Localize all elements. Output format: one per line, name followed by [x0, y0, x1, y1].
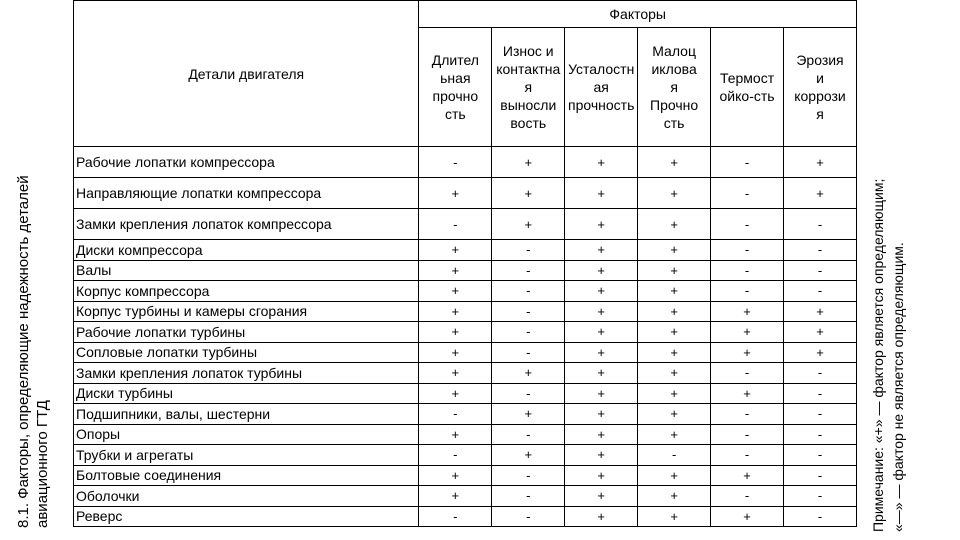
- factor-value-cell: -: [419, 445, 492, 466]
- factor-header-5: [711, 28, 784, 147]
- part-name-cell: Направляющие лопатки компрессора: [74, 178, 419, 209]
- factor-header-line: я: [670, 79, 678, 95]
- part-name-cell: Реверс: [74, 506, 419, 527]
- factor-value-cell: +: [638, 342, 711, 363]
- factor-value-cell: +: [565, 301, 638, 322]
- table-note: [868, 62, 908, 532]
- factor-value-cell: +: [492, 209, 565, 240]
- factor-value-cell: +: [565, 322, 638, 343]
- factor-value-cell: +: [638, 260, 711, 281]
- table-row: [74, 209, 857, 240]
- table-row: [74, 281, 857, 302]
- table-row: [74, 445, 857, 466]
- factor-header-line: Прочно: [650, 97, 699, 113]
- factor-value-cell: +: [419, 281, 492, 302]
- factors-group-header: Факторы: [419, 1, 857, 28]
- factor-value-cell: -: [419, 147, 492, 178]
- factor-value-cell: -: [492, 342, 565, 363]
- part-name-cell: Диски компрессора: [74, 240, 419, 261]
- factors-table: [73, 0, 857, 527]
- factor-value-cell: -: [492, 424, 565, 445]
- factor-value-cell: +: [492, 363, 565, 384]
- factor-value-cell: +: [711, 383, 784, 404]
- factor-header-line: Усталостн: [568, 61, 635, 77]
- note-line-2: «—» — фактор не является определяющим.: [890, 242, 906, 532]
- part-name-cell: Подшипники, валы, шестерни: [74, 404, 419, 425]
- factor-value-cell: +: [638, 424, 711, 445]
- factor-value-cell: +: [711, 506, 784, 527]
- part-name-cell: Трубки и агрегаты: [74, 445, 419, 466]
- factor-value-cell: -: [711, 363, 784, 384]
- part-name-cell: Валы: [74, 260, 419, 281]
- factor-value-cell: +: [419, 322, 492, 343]
- factor-value-cell: -: [711, 445, 784, 466]
- factor-header-line: коррози: [794, 88, 846, 104]
- factor-value-cell: -: [492, 506, 565, 527]
- factor-value-cell: -: [711, 147, 784, 178]
- part-name-cell: Замки крепления лопаток компрессора: [74, 209, 419, 240]
- factor-value-cell: +: [419, 240, 492, 261]
- factor-value-cell: -: [711, 240, 784, 261]
- factor-value-cell: -: [711, 404, 784, 425]
- factor-value-cell: +: [784, 147, 857, 178]
- factor-header-line: Термост: [719, 70, 775, 86]
- factor-header-line: и: [816, 70, 824, 86]
- note-line-1: Примечание: «+» — фактор является определяющим;: [870, 178, 886, 532]
- caption-line-1: 8.1. Факторы, определяющие надежность деталей: [15, 175, 32, 528]
- factor-value-cell: -: [492, 281, 565, 302]
- factor-value-cell: +: [784, 342, 857, 363]
- factor-value-cell: -: [638, 445, 711, 466]
- factor-header-line: иклова: [651, 61, 697, 77]
- factor-value-cell: -: [784, 424, 857, 445]
- table-row: [74, 342, 857, 363]
- caption-line-2: авиационного ГТД: [34, 400, 51, 528]
- factor-value-cell: +: [711, 465, 784, 486]
- factor-value-cell: +: [492, 178, 565, 209]
- factor-value-cell: +: [565, 209, 638, 240]
- detail-column-header: Детали двигателя: [74, 1, 419, 147]
- factor-value-cell: -: [784, 404, 857, 425]
- factor-value-cell: +: [638, 209, 711, 240]
- factor-header-line: сть: [663, 115, 685, 131]
- factor-value-cell: +: [419, 363, 492, 384]
- factor-value-cell: +: [784, 178, 857, 209]
- factor-value-cell: +: [784, 322, 857, 343]
- factor-value-cell: -: [419, 404, 492, 425]
- part-name-cell: Болтовые соединения: [74, 465, 419, 486]
- factor-header-6: [784, 28, 857, 147]
- factor-value-cell: +: [565, 240, 638, 261]
- factor-value-cell: -: [492, 301, 565, 322]
- factor-value-cell: +: [711, 301, 784, 322]
- part-name-cell: Корпус турбины и камеры сгорания: [74, 301, 419, 322]
- factor-value-cell: -: [492, 486, 565, 507]
- factor-value-cell: +: [565, 445, 638, 466]
- table-row: [74, 147, 857, 178]
- part-name-cell: Диски турбины: [74, 383, 419, 404]
- factor-value-cell: -: [711, 486, 784, 507]
- factor-value-cell: +: [638, 506, 711, 527]
- factor-value-cell: +: [565, 404, 638, 425]
- factor-value-cell: +: [638, 281, 711, 302]
- factor-header-line: Эрозия: [796, 52, 844, 68]
- factor-value-cell: +: [565, 281, 638, 302]
- factor-value-cell: -: [492, 322, 565, 343]
- factor-value-cell: -: [784, 506, 857, 527]
- factor-value-cell: +: [565, 147, 638, 178]
- factor-header-line: Длител: [431, 52, 479, 68]
- factor-value-cell: +: [419, 465, 492, 486]
- factor-header-line: прочно: [432, 88, 479, 104]
- factor-value-cell: +: [492, 445, 565, 466]
- factor-value-cell: +: [638, 240, 711, 261]
- factor-value-cell: -: [784, 383, 857, 404]
- factor-value-cell: +: [565, 342, 638, 363]
- factor-value-cell: +: [638, 322, 711, 343]
- factor-value-cell: -: [784, 209, 857, 240]
- factor-header-4: [638, 28, 711, 147]
- factor-header-line: ая: [593, 79, 609, 95]
- factor-header-line: вость: [510, 115, 547, 131]
- factor-header-line: Малоц: [652, 43, 696, 59]
- factor-value-cell: +: [419, 486, 492, 507]
- factor-value-cell: +: [565, 424, 638, 445]
- factor-value-cell: -: [784, 445, 857, 466]
- factor-value-cell: +: [565, 486, 638, 507]
- factor-value-cell: +: [565, 383, 638, 404]
- table-row: [74, 404, 857, 425]
- factor-value-cell: +: [565, 260, 638, 281]
- table-row: [74, 322, 857, 343]
- factor-value-cell: +: [638, 404, 711, 425]
- factor-header-line: контактна: [496, 61, 561, 77]
- factor-value-cell: +: [784, 301, 857, 322]
- factor-value-cell: +: [419, 424, 492, 445]
- factor-value-cell: +: [419, 342, 492, 363]
- factor-value-cell: +: [419, 178, 492, 209]
- factor-value-cell: +: [638, 301, 711, 322]
- factor-value-cell: +: [565, 465, 638, 486]
- factor-value-cell: +: [492, 404, 565, 425]
- factor-value-cell: +: [638, 486, 711, 507]
- part-name-cell: Замки крепления лопаток турбины: [74, 363, 419, 384]
- factor-value-cell: -: [492, 383, 565, 404]
- factor-value-cell: +: [492, 147, 565, 178]
- table-row: [74, 301, 857, 322]
- part-name-cell: Опоры: [74, 424, 419, 445]
- table-row: [74, 486, 857, 507]
- factor-value-cell: -: [711, 260, 784, 281]
- factor-value-cell: -: [419, 209, 492, 240]
- factor-header-line: я: [524, 79, 533, 95]
- table-caption: [14, 58, 52, 528]
- factor-value-cell: -: [492, 240, 565, 261]
- factor-value-cell: +: [638, 147, 711, 178]
- table-row: [74, 506, 857, 527]
- factor-value-cell: +: [419, 301, 492, 322]
- factor-value-cell: -: [492, 465, 565, 486]
- factor-value-cell: -: [711, 178, 784, 209]
- table-row: [74, 465, 857, 486]
- table-row: [74, 240, 857, 261]
- factor-header-line: выносли: [500, 97, 557, 113]
- part-name-cell: Рабочие лопатки турбины: [74, 322, 419, 343]
- table-row: [74, 383, 857, 404]
- factor-value-cell: +: [711, 322, 784, 343]
- factor-value-cell: +: [565, 363, 638, 384]
- factor-header-line: прочность: [568, 97, 635, 113]
- part-name-cell: Сопловые лопатки турбины: [74, 342, 419, 363]
- factor-header-2: [492, 28, 565, 147]
- factor-value-cell: -: [711, 281, 784, 302]
- factor-value-cell: +: [565, 178, 638, 209]
- factor-header-line: Износ и: [502, 43, 554, 59]
- factor-value-cell: +: [565, 506, 638, 527]
- factor-value-cell: +: [638, 363, 711, 384]
- factor-header-line: ойко-сть: [719, 88, 775, 104]
- factor-header-line: ьная: [440, 70, 471, 86]
- part-name-cell: Оболочки: [74, 486, 419, 507]
- factor-value-cell: -: [784, 465, 857, 486]
- table-row: [74, 424, 857, 445]
- factor-value-cell: -: [784, 486, 857, 507]
- factor-value-cell: +: [419, 383, 492, 404]
- table-row: [74, 363, 857, 384]
- factor-value-cell: +: [638, 383, 711, 404]
- table-row: [74, 260, 857, 281]
- factor-value-cell: +: [419, 260, 492, 281]
- factor-value-cell: +: [638, 465, 711, 486]
- factor-value-cell: -: [784, 260, 857, 281]
- factor-value-cell: -: [784, 240, 857, 261]
- factor-value-cell: -: [492, 260, 565, 281]
- part-name-cell: Рабочие лопатки компрессора: [74, 147, 419, 178]
- factor-value-cell: +: [638, 178, 711, 209]
- part-name-cell: Корпус компрессора: [74, 281, 419, 302]
- factor-value-cell: -: [419, 506, 492, 527]
- factor-value-cell: -: [784, 281, 857, 302]
- factor-value-cell: -: [711, 209, 784, 240]
- factor-header-line: сть: [444, 106, 466, 122]
- factor-header-line: я: [816, 106, 824, 122]
- factor-value-cell: -: [784, 363, 857, 384]
- factor-value-cell: +: [711, 342, 784, 363]
- table-row: [74, 178, 857, 209]
- factor-header-1: [419, 28, 492, 147]
- factor-value-cell: -: [711, 424, 784, 445]
- factor-header-3: [565, 28, 638, 147]
